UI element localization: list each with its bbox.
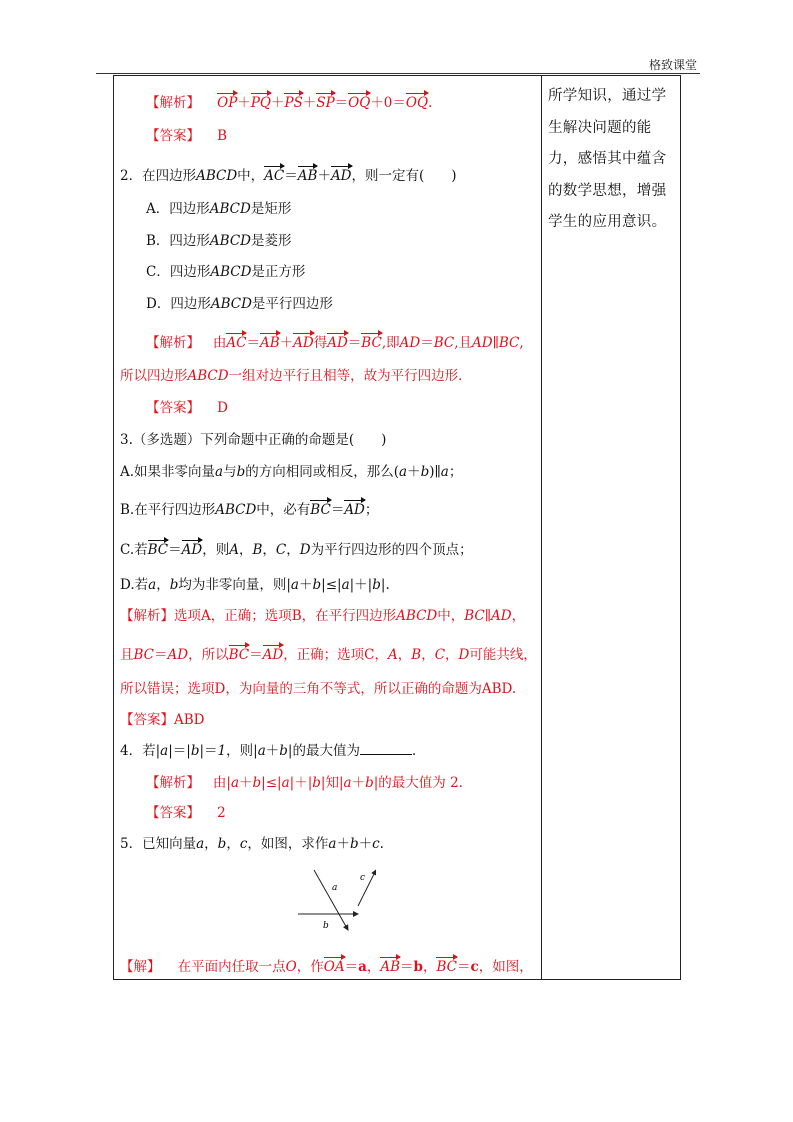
q2-analysis-2: 所以四边形ABCD一组对边平行且相等，故为平行四边形．	[120, 368, 472, 384]
q3-analysis-3: 所以错误；选项D，为向量的三角不等式，所以正确的命题为ABD.	[120, 681, 517, 697]
vector-a-label: a	[332, 883, 338, 893]
q1-analysis-expr: OP＋PQ＋PS＋SP＝OQ＋0＝OQ.	[217, 95, 433, 111]
q3-analysis-2: 且BC＝AD，所以BC＝AD，正确；选项C，A，B，C，D可能共线，	[120, 647, 537, 663]
q1-answer-line	[146, 124, 227, 144]
q2-option-d: D．四边形ABCD是平行四边形	[146, 296, 333, 312]
answer-label: 【答案】	[146, 128, 200, 144]
q3-option-a: A.如果非零向量a与b的方向相同或相反，那么(a＋b)∥a；	[120, 464, 463, 480]
vector-b-label: b	[323, 921, 329, 931]
q4-answer: 2	[217, 805, 226, 821]
q2-answer: D	[217, 400, 228, 416]
solution-label: 【解】	[120, 959, 161, 975]
header-brand: 格致课堂	[648, 58, 697, 72]
q3-stem: 3.（多选题）下列命题中正确的命题是( )	[120, 432, 387, 448]
q1-analysis	[146, 91, 432, 111]
q4-stem: 4．若|a|＝|b|＝1，则|a＋b|的最大值为 ．	[120, 743, 426, 759]
q1-answer: B	[217, 128, 228, 144]
vector-a-arrow	[314, 870, 348, 930]
q3-analysis-1: 【解析】选项A，正确；选项B，在平行四边形ABCD中，BC∥AD，	[120, 608, 526, 624]
vector-c-label: c	[360, 873, 366, 883]
q5-stem: 5．已知向量a，b，c，如图，求作a＋b＋c.	[120, 836, 384, 852]
q3-answer: 【答案】ABD	[120, 712, 205, 728]
column-divider	[541, 75, 542, 980]
q5-solution: 【解】 在平面内任取一点O，作OA＝a，AB＝b，BC＝c，如图，	[120, 959, 533, 975]
q2-option-c: C．四边形ABCD是正方形	[146, 264, 306, 280]
q3-option-d: D.若a，b均为非零向量，则|a＋b|≤|a|＋|b|.	[120, 577, 390, 593]
q2-analysis-1: 【解析】 由AC＝AB＋AD得AD＝BC,即AD＝BC,且AD∥BC,	[146, 335, 524, 351]
side-note: 所学知识，通过学生解决问题的能力，感悟其中蕴含的数学思想，增强学生的应用意识。	[548, 88, 667, 230]
q3-option-b: B.在平行四边形ABCD中，必有BC＝AD；	[120, 502, 379, 518]
analysis-label: 【解析】	[146, 95, 200, 111]
q2-option-a: A．四边形ABCD是矩形	[146, 201, 292, 217]
q4-answer-line: 【答案】 2	[146, 805, 226, 821]
header-rule	[96, 73, 700, 74]
q2-option-b: B．四边形ABCD是菱形	[146, 233, 292, 249]
answer-blank	[360, 742, 412, 755]
vector-figure	[296, 866, 376, 936]
q2-stem: 2．在四边形ABCD中，AC＝AB＋AD，则一定有( )	[120, 168, 457, 184]
q4-analysis: 【解析】 由|a＋b|≤|a|＋|b|知|a＋b|的最大值为 2.	[146, 775, 463, 791]
q3-option-c: C.若BC＝AD，则A，B，C，D为平行四边形的四个顶点；	[120, 542, 473, 558]
q2-answer-line: 【答案】 D	[146, 400, 228, 416]
